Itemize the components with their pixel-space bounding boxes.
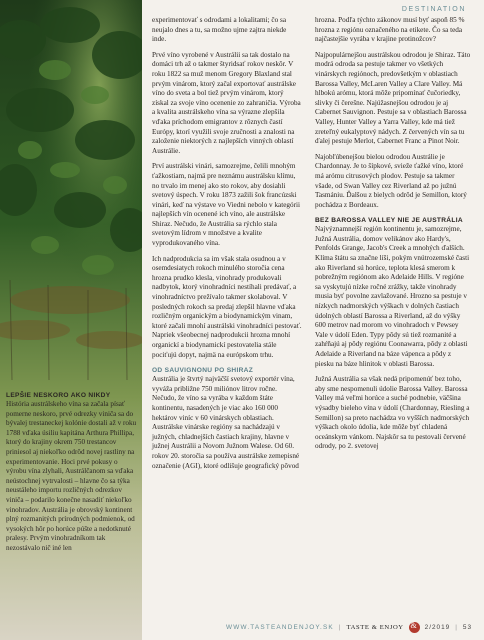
paragraph: Prvé víno vyrobené v Austrálii sa tak dostalo na domáci trh až o takmer štyridsať rokov neskôr. V roku 1822 sa muž menom Gregory Blaxland stal prvým vinárom, ktorý začal exportovať austrálske víno do sveta a bol tiež prvým vinárom, ktorý získal za svoje víno ocenenie zo zahraničia. Výroba a kvalita austrálskeho vína sa výrazne zlepšila vďaka príchodom emigrantov z rôznych častí Európy, ktorí využili svoje zručnosti a znalosti na založenie niektorých z najlepších vinných oblastí Austrálie. (152, 50, 301, 155)
issue-number: 2/2019 (424, 624, 451, 631)
paragraph: Prví austrálski vinári, samozrejme, čelili mnohým ťažkostiam, najmä pre neznámu austrálsku klímu, no trvalo im menej ako sto rokov, aby dosiahli svetový úspech. V roku 1873 zažili šok francúzski vinári, keď na výstave vo Viedni nebolo v kategórii najlepších vín ocenené ich víno, ale austrálske Shiraz. Nečudo, že Austrália sa rýchlo stala svetovým lídrom v množstve a kvalite vyprodukovaného vína. (152, 162, 300, 248)
page-number: 53 (462, 624, 472, 631)
paragraph: Austrália je štvrtý najväčší svetový exportér vína, vyváža približne 750 miliónov litrov ročne. Nečudo, že víno sa vyrába v každom štáte kontinentu, nasadených je viac ako 160 000 hektárov viníc v 60 vinárskych oblastiach. Austrálske vinárske regióny sa nachádzajú v južných, chladnejších častiach krajiny, hlavne v južnej Austrálii a Novom Južnom Walese. Od 60. rokov 20. storočia sa používa austrálske zemepisné označenie (AGI), ktoré odlišuje geografický pôvod (152, 375, 300, 470)
column-3 (315, 16, 471, 458)
column-1 (6, 391, 138, 560)
paragraph: experimentovať s odrodami a lokalitami; čo sa neujalo dnes a tu, sa možno ujme zajtra niekde inde. (152, 16, 287, 44)
footer-separator: | (338, 624, 342, 631)
brand-logo-icon (409, 622, 420, 633)
column-2 (152, 16, 302, 477)
paragraph: Najobľúbenejšou bielou odrodou Austrálie je Chardonnay. Je to šípkové, svieže ťažké víno, ktoré má arómu citrusových plodov. Pestuje sa takmer všade, od Swan Valley cez Riverland až po južnú Tasmániu. Ďalšou z bielych odrôd je Semillon, ktorý pochádza z Bordeaux. (315, 152, 467, 209)
subheading-barossa: BEZ BAROSSA VALLEY NIE JE AUSTRÁLIA (315, 217, 463, 225)
paragraph: Najpopulárnejšou austrálskou odrodou je Shiraz. Táto modrá odroda sa pestuje takmer vo všetkých vinárskych regiónoch, predovšetkým v oblastiach Barossa Valley, McLaren Valley a Clare Valley. Má hlbokú arómu, ktorá môže pripomínať čučoriedky, slivky či čerešne. Najúžasnejšou odrodou je aj Cabernet Sauvignon. Pestuje sa v oblastiach Barossa Valley, Hunter Valley a Yarra Valley, kde má tiež zreteľný eukalyptový nádych. Z červených vín sa tu ďalej pestuje Merlot, Cabernet Franc a Pinot Noir. (315, 50, 471, 146)
magazine-brand: TASTE & ENJOY (346, 624, 404, 631)
paragraph: Najvýznamnejší región kontinentu je, samozrejme, Južná Austrália, domov velikánov ako Hardy's, Penfolds Grange, Jacob's Creek a mnohých ďalších. Klíma štátu sa značne líši, pokým vnútrozemské časti ako Riverland sú horúce, teplota klesá smerom k pobrežným regiónom ako Adelaide Hills. V regióne sa vyskytujú nízke ročné zrážky, takže vinohrady musia byť povolne zavlažované. Hrozno sa pestuje v nízkych nadmorských výškach v dolných častiach údolných oblastí Barossa a Riverland, až do výšky 600 metrov nad morom vo vinohradoch v Pewsey Vale v údolí Eden. Typy pôdy sú tiež rozmanité a zahŕňajú aj pôdy regiónu Coonawarra, pôdy z oblasti Adelaide a Riverland na báze vápenca a pôdy z piesku na báze hlinitok v oblasti Barossa. (315, 225, 470, 368)
paragraph: hrozna. Podľa týchto zákonov musí byť aspoň 85 % hrozna z regiónu označeného na etikete. Čo sa teda najčastejšie vyrába v krajine protinožcov? (315, 16, 465, 44)
page-footer (226, 622, 472, 633)
footer-separator: | (455, 624, 458, 631)
subheading-varieties: OD SAUVIGNONU PO SHIRAZ (152, 367, 254, 375)
section-label: DESTINATION (401, 6, 466, 13)
website-link[interactable]: WWW.TASTEANDENJOY.SK (225, 624, 334, 631)
subheading-history: LEPŠIE NESKORO AKO NIKDY (6, 392, 111, 399)
paragraph: Ich nadprodukcia sa im však stala osudnou a v osemdesiatych rokoch minulého storočia cena hrozna prudko klesla, vinohrady produkovali nadbytok, ktorý vinohradníci nestíhali predávať, a vinohradníctvo prežívalo takmer skolaboval. V posledných rokoch sa predaj zlepšil hlavne vďaka rozličným organickým a biodynamickým vinam, ktoré začali mnohí austrálski vinohradníci pestovať. Napriek všeobecnej nadprodukcii hrozna mnohí organickí a biodynamickí pestovatelia stále pociťujú dopyt, najmä na európskom trhu. (152, 254, 302, 359)
paragraph: História austrálskeho vína sa začala písať pomerne neskoro, prvé odrezky viniča sa do bývalej trestaneckej kolónie dostali až v roku 1788 vďaka úsiliu kapitána Arthura Phillipa, ktorý do krajiny okrem 750 trestancov priniesol aj niekoľko odrôd novej rastliny na experimentovanie. Hoci prvé pokusy o výrobu vína zlyhali, Austrálčanom sa vďaka neústochnej vytrvalosti – hlavne čo sa týka neustáleho importu rozličných odrezkov viniča – podarilo konečne nasadiť niekoľko vinohradov. Austrália je obrovský kontinent plný rozmanitých prírodných podmienok, od vysokých hôr po horúce púšte a nedotknuté pralesy. Prvým vinohradníkom tak nezostávalo nič iné len (6, 400, 137, 552)
paragraph: Južná Austrália sa však nedá pripomenúť bez toho, aby sme nespomenuli údolie Barossa Valley. Barossa Valley má veľmi horúce a suché podnebie, väčšina výsadby bieleho vína v údolí (Chardonnay, Riesling a Semillon) sa preto nachádza vo vyšších nadmorských výškach okolo údolia, kde môže byť chladená oceánskym vánkom. Najskôr sa tu pestovali červené odrody, po 2. svetovej (315, 375, 470, 451)
